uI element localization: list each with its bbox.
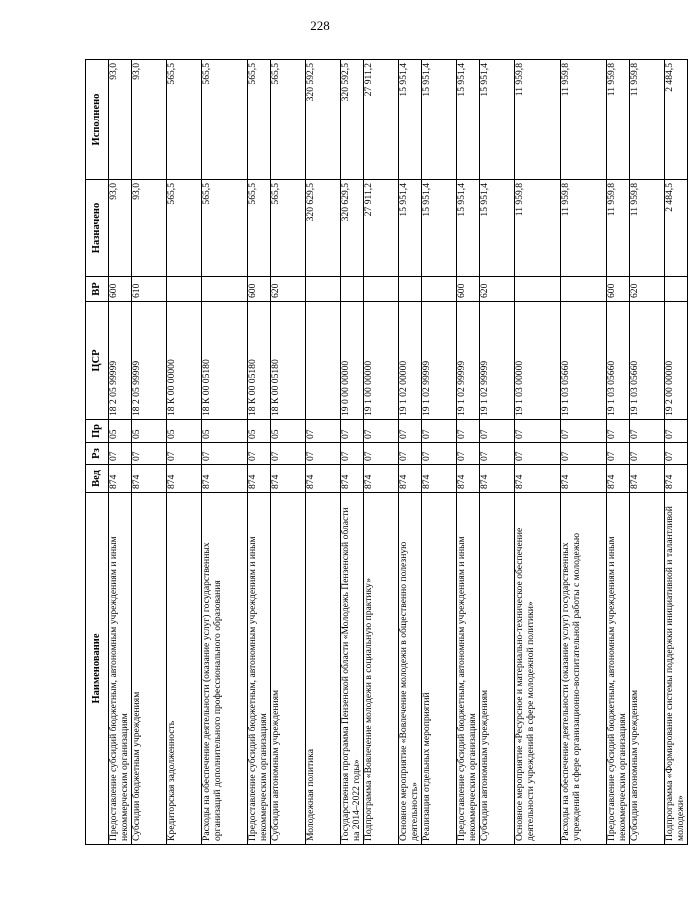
cell-ved: 874	[399, 465, 422, 493]
cell-ispolneno: 93,0	[132, 60, 167, 180]
cell-naznacheno: 15 951,4	[422, 180, 457, 277]
cell-pr: 07	[561, 420, 607, 443]
cell-name: Субсидии бюджетным учреждениям	[132, 493, 167, 845]
cell-name: Расходы на обеспечение деятельности (оказание услуг) государственных организаций дополнительного профессионального образования	[202, 493, 248, 845]
cell-vr: 620	[480, 277, 515, 302]
table-row	[422, 60, 457, 845]
cell-ved: 874	[132, 465, 167, 493]
cell-ved: 874	[271, 465, 306, 493]
cell-name: Государственная программа Пензенской области «Молодежь Пензенской области на 2014–2022 годы»	[341, 493, 364, 845]
cell-ispolneno: 320 592,5	[306, 60, 341, 180]
cell-vr: 620	[630, 277, 665, 302]
cell-ispolneno: 565,5	[271, 60, 306, 180]
cell-vr	[167, 277, 202, 302]
cell-pr: 07	[630, 420, 665, 443]
cell-rz: 07	[457, 443, 480, 465]
cell-naznacheno: 11 959,8	[561, 180, 607, 277]
cell-naznacheno: 565,5	[248, 180, 271, 277]
table-row	[399, 60, 422, 845]
cell-ispolneno: 2 484,5	[665, 60, 688, 180]
cell-rz: 07	[607, 443, 630, 465]
cell-vr: 620	[271, 277, 306, 302]
cell-naznacheno: 11 959,8	[607, 180, 630, 277]
cell-naznacheno: 320 629,5	[341, 180, 364, 277]
cell-csr: 18 К 00 05180	[202, 302, 248, 420]
cell-naznacheno: 11 959,8	[630, 180, 665, 277]
cell-rz: 07	[248, 443, 271, 465]
cell-ispolneno: 93,0	[109, 60, 132, 180]
cell-vr: 600	[607, 277, 630, 302]
cell-naznacheno: 11 959,8	[515, 180, 561, 277]
cell-ispolneno: 11 959,8	[561, 60, 607, 180]
cell-ved: 874	[202, 465, 248, 493]
cell-vr	[399, 277, 422, 302]
cell-ved: 874	[364, 465, 399, 493]
cell-pr: 07	[341, 420, 364, 443]
cell-vr	[364, 277, 399, 302]
table-row	[202, 60, 248, 845]
cell-pr: 07	[665, 420, 688, 443]
cell-rz: 07	[364, 443, 399, 465]
cell-ispolneno: 15 951,4	[480, 60, 515, 180]
table-body	[109, 60, 688, 845]
cell-vr	[515, 277, 561, 302]
cell-rz: 07	[399, 443, 422, 465]
cell-rz: 07	[167, 443, 202, 465]
cell-vr	[306, 277, 341, 302]
cell-ispolneno: 15 951,4	[457, 60, 480, 180]
cell-vr: 600	[109, 277, 132, 302]
cell-ispolneno: 27 911,2	[364, 60, 399, 180]
cell-csr: 19 1 02 99999	[457, 302, 480, 420]
cell-csr: 19 1 03 05660	[561, 302, 607, 420]
cell-ved: 874	[248, 465, 271, 493]
header-rz: Рз	[86, 443, 109, 465]
header-vr: ВР	[86, 277, 109, 302]
cell-vr: 600	[248, 277, 271, 302]
cell-pr: 05	[132, 420, 167, 443]
cell-pr: 05	[271, 420, 306, 443]
table-row	[607, 60, 630, 845]
cell-csr: 19 1 00 00000	[364, 302, 399, 420]
cell-csr: 19 0 00 00000	[341, 302, 364, 420]
cell-pr: 05	[248, 420, 271, 443]
header-csr: ЦСР	[86, 302, 109, 420]
cell-rz: 07	[132, 443, 167, 465]
cell-ispolneno: 320 592,5	[341, 60, 364, 180]
cell-name: Субсидии автономным учреждениям	[480, 493, 515, 845]
cell-ispolneno: 565,5	[202, 60, 248, 180]
cell-ispolneno: 11 959,8	[515, 60, 561, 180]
header-pr: Пр	[86, 420, 109, 443]
cell-csr: 19 2 00 00000	[665, 302, 688, 420]
cell-vr	[202, 277, 248, 302]
cell-naznacheno: 2 484,5	[665, 180, 688, 277]
cell-name: Основное мероприятие «Ресурсное и материально-техническое обеспечение деятельности учреждений в сфере молодежной политики»	[515, 493, 561, 845]
cell-csr: 19 1 03 05660	[630, 302, 665, 420]
cell-ved: 874	[109, 465, 132, 493]
cell-vr	[665, 277, 688, 302]
table-row	[665, 60, 688, 845]
cell-csr: 18 К 00 05180	[248, 302, 271, 420]
cell-csr: 19 1 03 00000	[515, 302, 561, 420]
rotated-table-container	[85, 60, 686, 845]
cell-pr: 05	[109, 420, 132, 443]
cell-name: Субсидии автономным учреждениям	[630, 493, 665, 845]
cell-naznacheno: 93,0	[132, 180, 167, 277]
cell-rz: 07	[665, 443, 688, 465]
cell-csr: 18 2 05 99999	[132, 302, 167, 420]
table-row	[271, 60, 306, 845]
cell-naznacheno: 93,0	[109, 180, 132, 277]
cell-rz: 07	[422, 443, 457, 465]
cell-pr: 07	[364, 420, 399, 443]
cell-ved: 874	[630, 465, 665, 493]
cell-naznacheno: 320 629,5	[306, 180, 341, 277]
cell-pr: 07	[515, 420, 561, 443]
header-name: Наименование	[86, 493, 109, 845]
cell-pr: 07	[399, 420, 422, 443]
cell-name: Предоставление субсидий бюджетным, автономным учреждениям и иным некоммерческим организациям	[109, 493, 132, 845]
table-row	[341, 60, 364, 845]
cell-naznacheno: 27 911,2	[364, 180, 399, 277]
cell-rz: 07	[561, 443, 607, 465]
cell-ispolneno: 565,5	[167, 60, 202, 180]
cell-pr: 07	[607, 420, 630, 443]
cell-name: Подпрограмма «Вовлечение молодежи в социальную практику»	[364, 493, 399, 845]
cell-ved: 874	[341, 465, 364, 493]
cell-name: Расходы на обеспечение деятельности (оказание услуг) государственных учреждений в сфере организационно-воспитательной работы с молодежью	[561, 493, 607, 845]
cell-naznacheno: 15 951,4	[399, 180, 422, 277]
cell-vr	[341, 277, 364, 302]
cell-naznacheno: 15 951,4	[457, 180, 480, 277]
cell-name: Субсидии автономным учреждениям	[271, 493, 306, 845]
cell-name: Молодежная политика	[306, 493, 341, 845]
cell-ved: 874	[515, 465, 561, 493]
table-row	[561, 60, 607, 845]
cell-naznacheno: 565,5	[271, 180, 306, 277]
cell-rz: 07	[341, 443, 364, 465]
table-row	[167, 60, 202, 845]
cell-rz: 07	[480, 443, 515, 465]
cell-naznacheno: 565,5	[167, 180, 202, 277]
cell-pr: 07	[306, 420, 341, 443]
cell-csr: 19 1 02 99999	[480, 302, 515, 420]
cell-ved: 874	[167, 465, 202, 493]
cell-csr: 19 1 02 00000	[399, 302, 422, 420]
table-row	[515, 60, 561, 845]
cell-name: Предоставление субсидий бюджетным, автономным учреждениям и иным некоммерческим организациям	[457, 493, 480, 845]
cell-vr: 600	[457, 277, 480, 302]
cell-ispolneno: 15 951,4	[399, 60, 422, 180]
cell-vr	[422, 277, 457, 302]
cell-rz: 07	[306, 443, 341, 465]
table-row	[480, 60, 515, 845]
cell-ved: 874	[480, 465, 515, 493]
cell-name: Предоставление субсидий бюджетным, автономным учреждениям и иным некоммерческим организациям	[607, 493, 630, 845]
cell-ved: 874	[561, 465, 607, 493]
cell-rz: 07	[202, 443, 248, 465]
cell-ved: 874	[607, 465, 630, 493]
cell-rz: 07	[109, 443, 132, 465]
cell-ispolneno: 565,5	[248, 60, 271, 180]
cell-pr: 05	[167, 420, 202, 443]
cell-pr: 07	[422, 420, 457, 443]
cell-ved: 874	[306, 465, 341, 493]
cell-ved: 874	[422, 465, 457, 493]
cell-name: Основное мероприятие «Вовлечение молодежи в общественно полезную деятельность»	[399, 493, 422, 845]
cell-ved: 874	[457, 465, 480, 493]
table-row	[306, 60, 341, 845]
cell-ispolneno: 15 951,4	[422, 60, 457, 180]
header-ved: Вед	[86, 465, 109, 493]
cell-rz: 07	[515, 443, 561, 465]
table-row	[364, 60, 399, 845]
cell-ispolneno: 11 959,8	[630, 60, 665, 180]
table-row	[457, 60, 480, 845]
table-row	[132, 60, 167, 845]
cell-csr: 19 1 03 05660	[607, 302, 630, 420]
cell-vr	[561, 277, 607, 302]
cell-pr: 07	[457, 420, 480, 443]
cell-pr: 05	[202, 420, 248, 443]
cell-csr: 18 2 05 99999	[109, 302, 132, 420]
cell-rz: 07	[630, 443, 665, 465]
cell-csr: 18 К 00 00000	[167, 302, 202, 420]
budget-table	[85, 59, 688, 845]
cell-pr: 07	[480, 420, 515, 443]
table-row	[109, 60, 132, 845]
table-row	[248, 60, 271, 845]
cell-name: Подпрограмма «Формирование системы поддержки инициативной и талантливой молодежи»	[665, 493, 688, 845]
header-ispolneno: Исполнено	[86, 60, 109, 180]
header-naznacheno: Назначено	[86, 180, 109, 277]
cell-naznacheno: 565,5	[202, 180, 248, 277]
cell-ispolneno: 11 959,8	[607, 60, 630, 180]
cell-rz: 07	[271, 443, 306, 465]
cell-csr: 19 1 02 99999	[422, 302, 457, 420]
cell-naznacheno: 15 951,4	[480, 180, 515, 277]
cell-vr: 610	[132, 277, 167, 302]
page-number: 228	[310, 18, 330, 33]
table-header-row	[86, 60, 109, 845]
cell-csr	[306, 302, 341, 420]
cell-csr: 18 К 00 05180	[271, 302, 306, 420]
cell-name: Предоставление субсидий бюджетным, автономным учреждениям и иным некоммерческим организациям	[248, 493, 271, 845]
cell-name: Кредиторская задолженность	[167, 493, 202, 845]
cell-ved: 874	[665, 465, 688, 493]
table-row	[630, 60, 665, 845]
cell-name: Реализация отдельных мероприятий	[422, 493, 457, 845]
